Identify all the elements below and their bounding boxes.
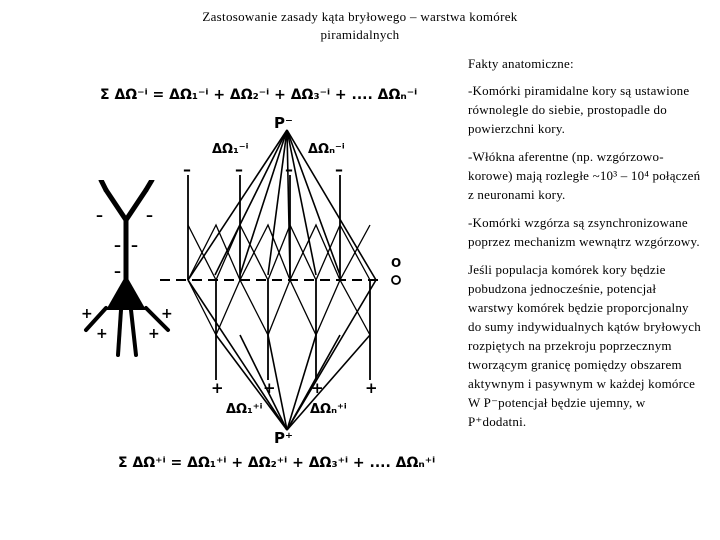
p-minus-label: P⁻ [274,114,293,132]
minus-sign: – [114,264,121,280]
plus-sign: + [311,379,324,397]
neuron-soma [106,275,146,310]
plus-sign: + [161,306,173,322]
omega-n-minus-label: ΔΩₙ⁻ⁱ [308,142,345,157]
fact-item-1: -Komórki piramidalne kory są ustawione równolegle do siebie, prostopadle do powierzchni kory. [468,83,690,136]
o-label: O [391,256,402,270]
facts-panel [468,54,704,431]
minus-sign: – [183,160,191,179]
minus-sign: – [131,238,138,254]
minus-sign: – [146,208,153,224]
title-line-2: piramidalnych [320,27,400,42]
pyramidal-neuron-drawing [66,180,186,440]
minus-sign: – [285,160,293,179]
minus-sign: – [96,208,103,224]
equation-bottom: Σ ΔΩ⁺ⁱ = ΔΩ₁⁺ⁱ + ΔΩ₂⁺ⁱ + ΔΩ₃⁺ⁱ + .... ΔΩₙ⁺ⁱ [118,455,436,471]
omega-1-minus-label: ΔΩ₁⁻ⁱ [212,142,249,157]
top-minus-signs [183,160,343,179]
plus-sign: + [365,379,378,397]
o-point [392,276,400,284]
plus-sign: + [81,306,93,322]
neuron-dendrites [101,180,152,290]
equation-top: Σ ΔΩ⁻ⁱ = ΔΩ₁⁻ⁱ + ΔΩ₂⁻ⁱ + ΔΩ₃⁻ⁱ + .... ΔΩₙ⁻ⁱ [100,87,418,103]
plus-sign: + [96,326,108,342]
plus-sign: + [263,379,276,397]
plus-sign: + [211,379,224,397]
neuron-plus-signs [81,306,173,342]
minus-sign: – [235,160,243,179]
title-line-1: Zastosowanie zasady kąta bryłowego – warstwa komórek [202,9,518,24]
fact-item-3: -Komórki wzgórza są zsynchronizowane poprzez mechanizm wewnątrz wzgórzowy. [468,215,700,249]
fact-item-4: Jeśli populacja komórek kory będzie pobudzona jednocześnie, potencjał warstwy komórek będzie proporcjonalny do sumy indywidualnych kątów bryłowych rozpiętych na przekroju poprzecznym tworzącym granicę pomiędzy obszarem aktywnym i pasywnym w każdej komórce W P⁻potencjał będzie ujemny, w P⁺dodatni. [468,262,701,429]
minus-sign: – [335,160,343,179]
fact-item-2: -Włókna aferentne (np. wzgórzowo-korowe) mają rozległe ~10³ – 10⁴ połączeń z neuronami kory. [468,149,701,202]
p-plus-label: P⁺ [274,429,293,447]
bottom-plus-signs [211,379,378,397]
minus-sign: – [114,238,121,254]
facts-heading: Fakty anatomiczne: [468,56,574,71]
omega-1-plus-label: ΔΩ₁⁺ⁱ [226,402,263,417]
plus-sign: + [148,326,160,342]
omega-n-plus-label: ΔΩₙ⁺ⁱ [310,402,347,417]
slide-title [110,8,610,44]
